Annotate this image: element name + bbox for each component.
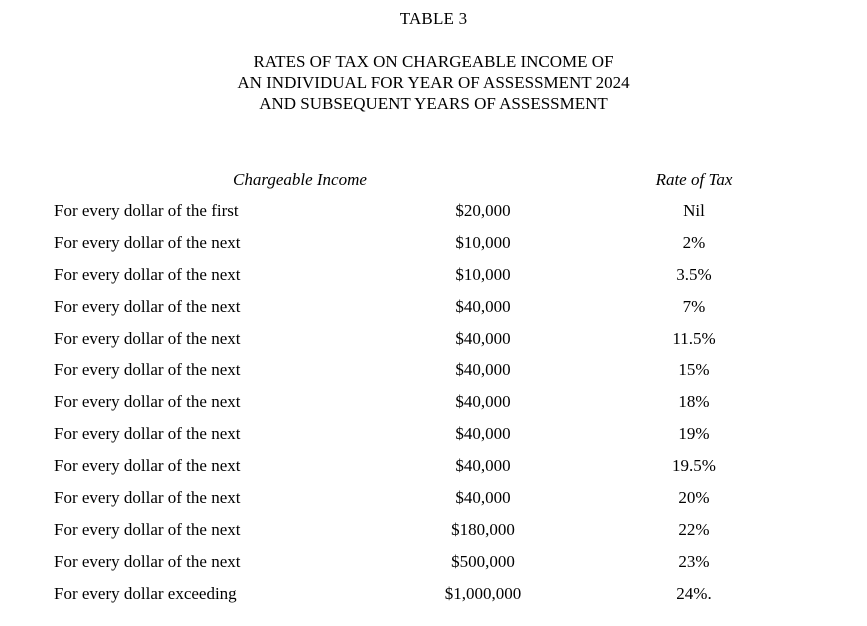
table-row (0, 517, 867, 549)
table-row (0, 581, 867, 613)
row-amount: $40,000 (455, 360, 511, 380)
row-rate: 2% (682, 232, 706, 252)
table-row (0, 198, 867, 230)
row-amount: $180,000 (451, 519, 515, 539)
table-row (0, 389, 867, 421)
row-amount: $500,000 (451, 551, 515, 571)
title-line-1: RATES OF TAX ON CHARGEABLE INCOME OF (253, 52, 614, 71)
row-description: For every dollar of the next (54, 424, 241, 444)
row-rate: 15% (678, 360, 710, 380)
row-description: For every dollar of the next (54, 360, 241, 380)
row-rate: 22% (678, 519, 710, 539)
row-description: For every dollar of the next (54, 232, 241, 252)
row-description: For every dollar of the next (54, 488, 241, 508)
row-rate: 18% (678, 392, 710, 412)
row-rate: 23% (678, 551, 710, 571)
header-rate-of-tax: Rate of Tax (655, 170, 733, 189)
table-row (0, 421, 867, 453)
table-row (0, 485, 867, 517)
row-rate: 20% (678, 488, 710, 508)
row-rate: 24%. (676, 583, 712, 603)
row-description: For every dollar exceeding (54, 583, 237, 603)
table-row (0, 357, 867, 389)
row-rate: 7% (682, 296, 706, 316)
title-line-3: AND SUBSEQUENT YEARS OF ASSESSMENT (259, 94, 608, 113)
table-row (0, 230, 867, 262)
row-description: For every dollar of the next (54, 296, 241, 316)
table-row (0, 326, 867, 358)
row-rate: 11.5% (672, 328, 716, 348)
table-row (0, 262, 867, 294)
row-amount: $40,000 (455, 328, 511, 348)
title-line-2: AN INDIVIDUAL FOR YEAR OF ASSESSMENT 2024 (237, 73, 630, 92)
row-amount: $40,000 (455, 424, 511, 444)
row-amount: $40,000 (455, 456, 511, 476)
table-row (0, 294, 867, 326)
row-description: For every dollar of the next (54, 519, 241, 539)
table-title (0, 51, 867, 114)
row-amount: $40,000 (455, 296, 511, 316)
row-rate: 19% (678, 424, 710, 444)
row-rate: 19.5% (672, 456, 716, 476)
row-description: For every dollar of the next (54, 392, 241, 412)
row-description: For every dollar of the next (54, 264, 241, 284)
table-row (0, 453, 867, 485)
row-rate: Nil (683, 201, 705, 220)
row-description: For every dollar of the next (54, 551, 241, 571)
row-amount: $20,000 (455, 201, 511, 220)
row-amount: $10,000 (455, 264, 511, 284)
row-amount: $1,000,000 (444, 583, 522, 603)
header-chargeable-income: Chargeable Income (233, 170, 367, 189)
tax-rate-table (0, 198, 867, 613)
row-amount: $40,000 (455, 488, 511, 508)
row-description: For every dollar of the next (54, 456, 241, 476)
table-number: TABLE 3 (399, 9, 468, 28)
row-rate: 3.5% (676, 264, 712, 284)
row-amount: $40,000 (455, 392, 511, 412)
row-description: For every dollar of the first (54, 201, 239, 220)
table-row (0, 549, 867, 581)
row-amount: $10,000 (455, 232, 511, 252)
row-description: For every dollar of the next (54, 328, 241, 348)
